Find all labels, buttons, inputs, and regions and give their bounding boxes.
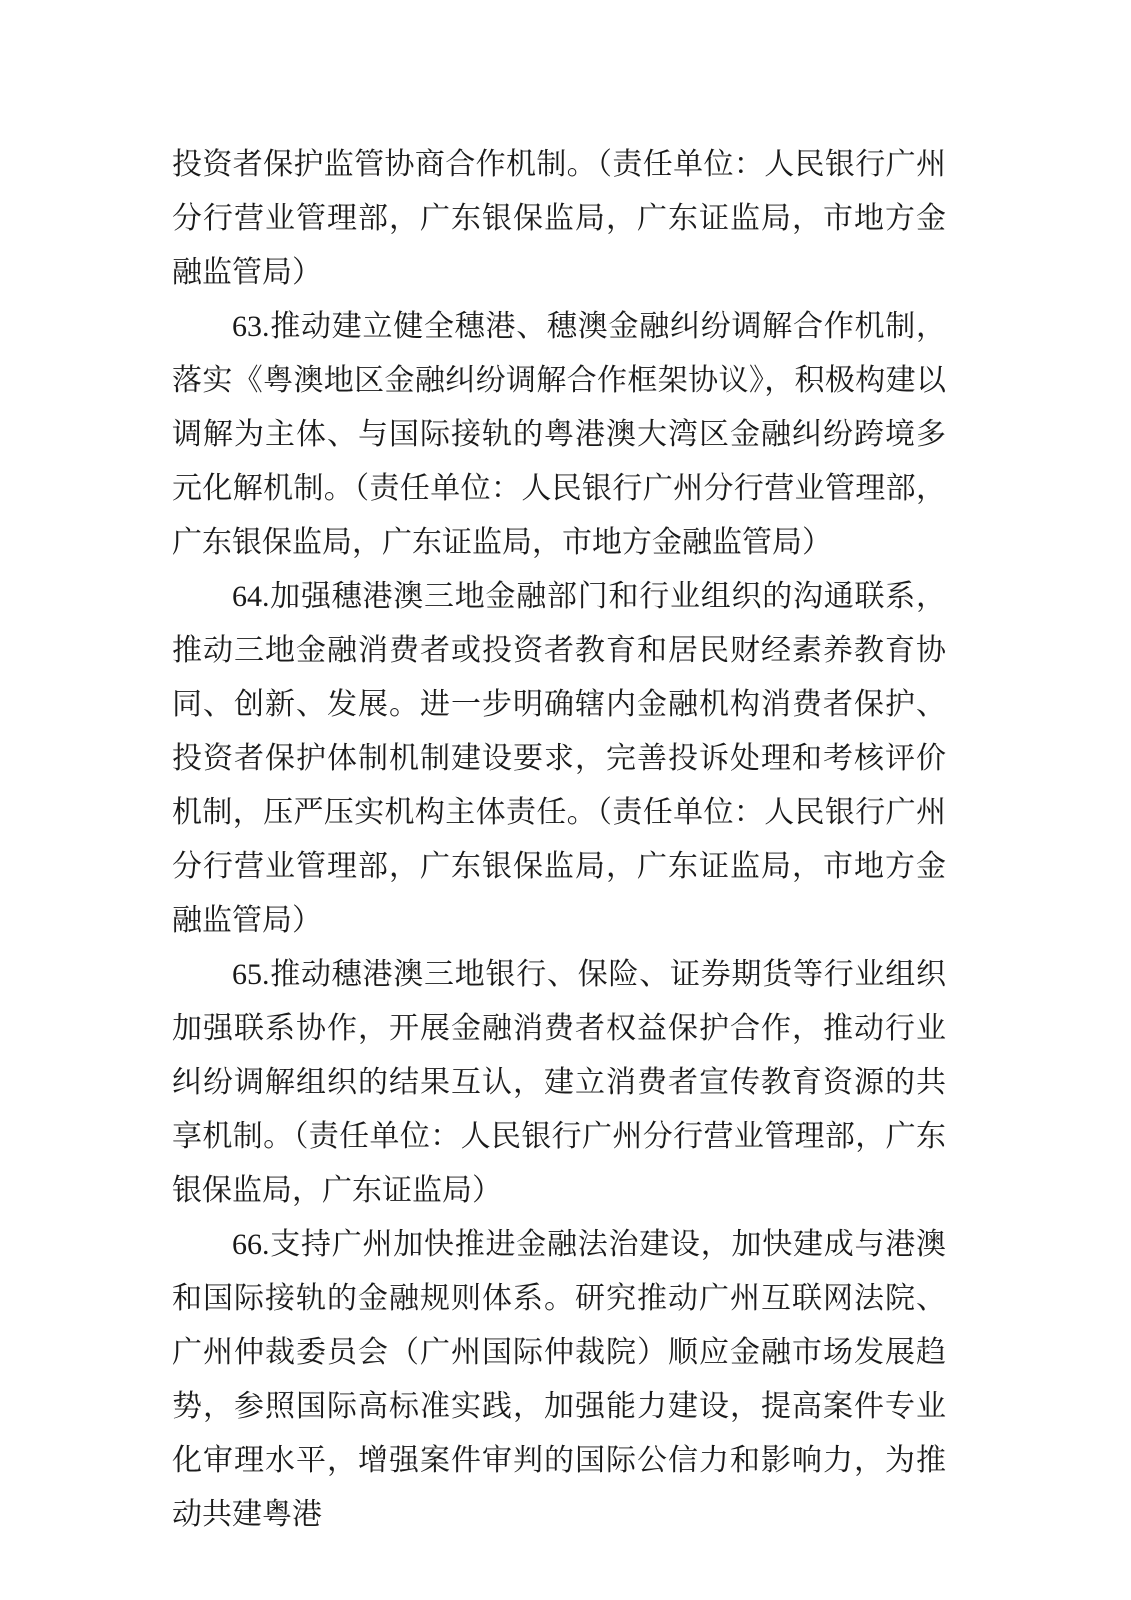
document-body	[172, 138, 946, 1542]
paragraph-text: 投资者保护监管协商合作机制。（责任单位：人民银行广州分行营业管理部，广东银保监局，广东证监局，市地方金融监管局）	[172, 147, 946, 290]
paragraph-text: 加强穗港澳三地金融部门和行业组织的沟通联系，推动三地金融消费者或投资者教育和居民财经素养教育协同、创新、发展。进一步明确辖内金融机构消费者保护、投资者保护体制机制建设要求，完善投诉处理和考核评价机制，压严压实机构主体责任。（责任单位：人民银行广州分行营业管理部，广东银保监局，广东证监局，市地方金融监管局）	[172, 579, 946, 938]
paragraph-number: 63.	[232, 310, 270, 343]
paragraph-text: 推动穗港澳三地银行、保险、证券期货等行业组织加强联系协作，开展金融消费者权益保护合作，推动行业纠纷调解组织的结果互认，建立消费者宣传教育资源的共享机制。（责任单位：人民银行广州分行营业管理部，广东银保监局，广东证监局）	[172, 957, 946, 1208]
paragraph-number: 65.	[232, 958, 270, 991]
paragraph-number: 66.	[232, 1228, 270, 1261]
paragraph-64	[172, 570, 946, 948]
paragraph-continued	[172, 138, 946, 300]
paragraph-number: 64.	[232, 580, 270, 613]
paragraph-text: 支持广州加快推进金融法治建设，加快建成与港澳和国际接轨的金融规则体系。研究推动广州互联网法院、广州仲裁委员会（广州国际仲裁院）顺应金融市场发展趋势，参照国际高标准实践，加强能力建设，提高案件专业化审理水平，增强案件审判的国际公信力和影响力，为推动共建粤港	[172, 1227, 946, 1532]
paragraph-text: 推动建立健全穗港、穗澳金融纠纷调解合作机制，落实《粤澳地区金融纠纷调解合作框架协议》，积极构建以调解为主体、与国际接轨的粤港澳大湾区金融纠纷跨境多元化解机制。（责任单位：人民银行广州分行营业管理部，广东银保监局，广东证监局，市地方金融监管局）	[172, 309, 946, 560]
paragraph-65	[172, 948, 946, 1218]
paragraph-63	[172, 300, 946, 570]
paragraph-66	[172, 1218, 946, 1542]
